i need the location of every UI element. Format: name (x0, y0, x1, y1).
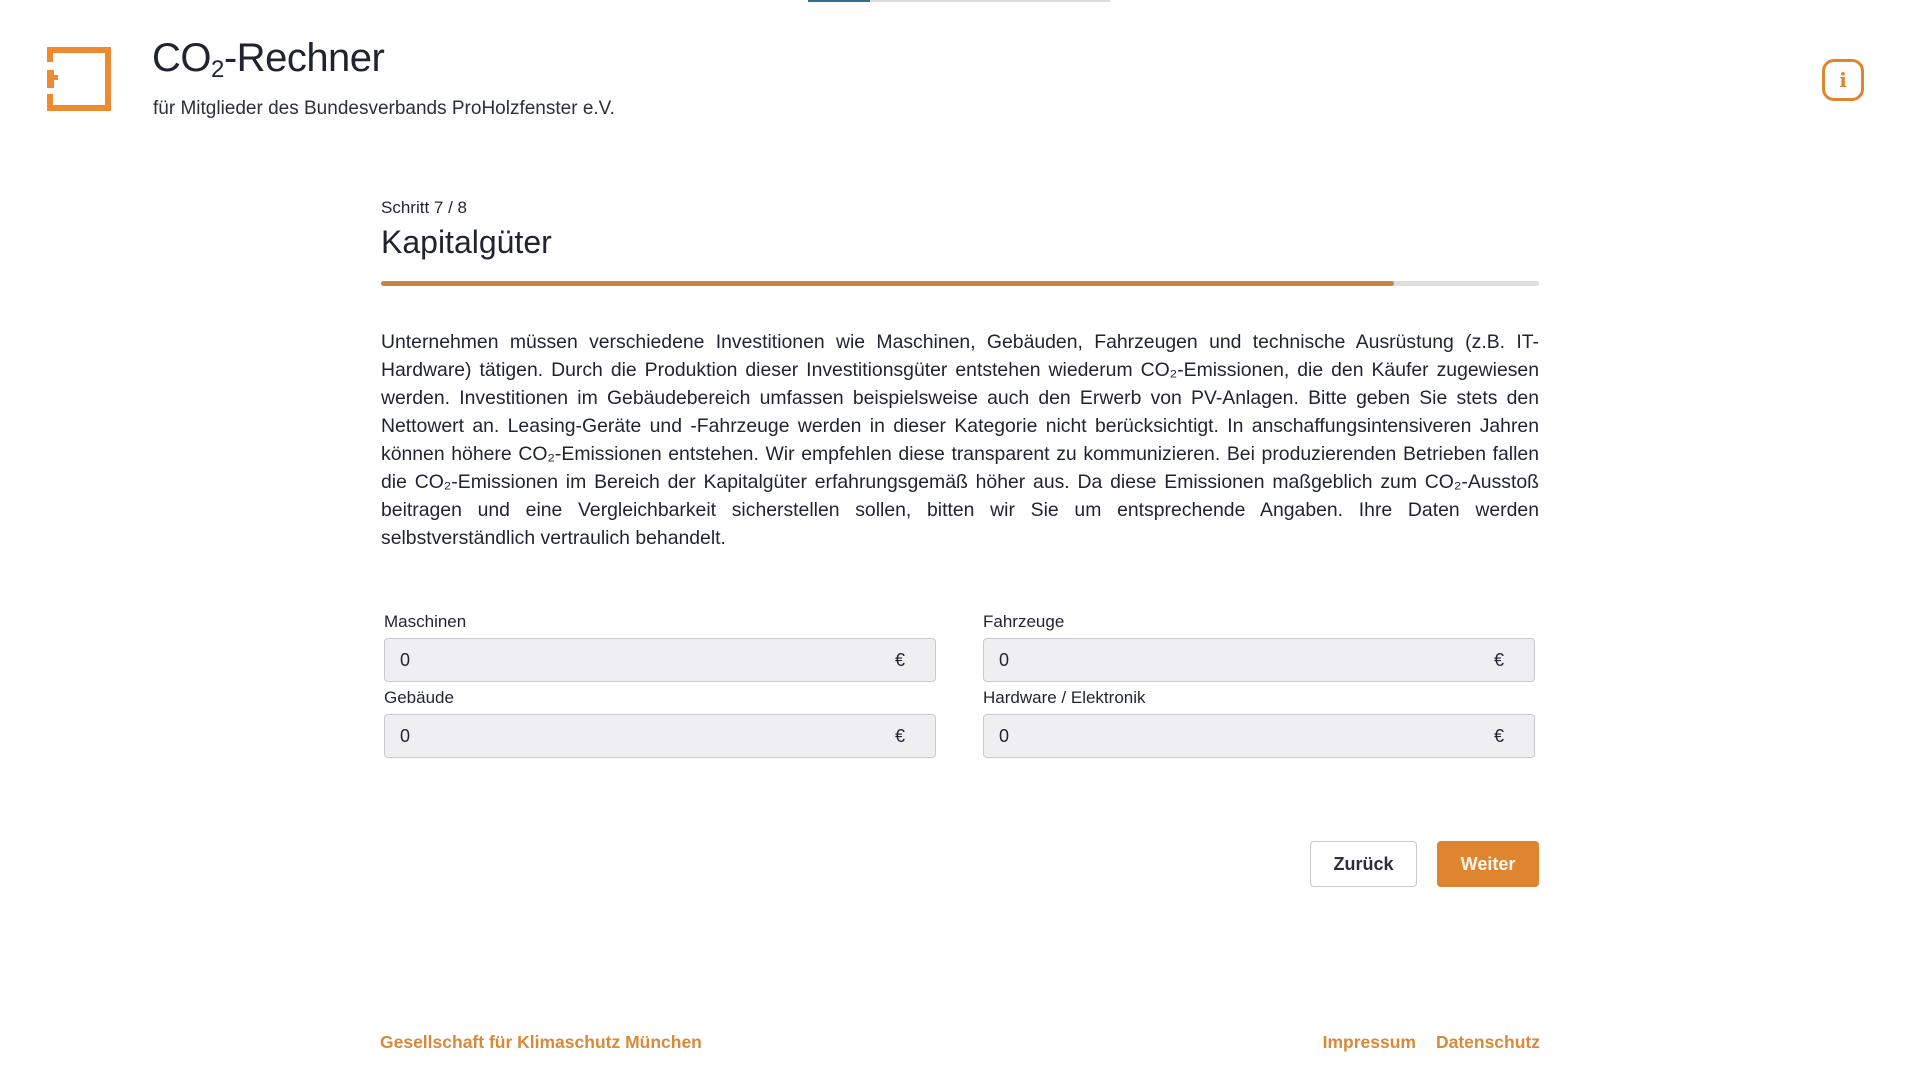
impressum-link[interactable]: Impressum (1322, 1032, 1416, 1052)
input-wrapper-gebaeude (384, 714, 936, 758)
field-hardware-elektronik (983, 688, 1535, 758)
capital-goods-form (384, 612, 1539, 758)
step-indicator: Schritt 7 / 8 (381, 198, 467, 217)
window-logo-icon (44, 44, 114, 114)
field-maschinen (384, 612, 936, 682)
maschinen-input[interactable] (385, 639, 935, 681)
input-wrapper-fahrzeuge (983, 638, 1535, 682)
input-wrapper-hardware-elektronik (983, 714, 1535, 758)
field-gebaeude (384, 688, 936, 758)
gebaeude-input[interactable] (385, 715, 935, 757)
app-subtitle: für Mitglieder des Bundesverbands ProHolzfenster e.V. (153, 98, 615, 119)
app-title: $CO_2$-Rechner (152, 36, 385, 83)
page-footer (380, 1032, 1540, 1053)
intro-paragraph: Unternehmen müssen verschiedene Investitionen wie Maschinen, Gebäuden, Fahrzeugen und technische Ausrüstung (z.B. IT-Hardware) tätigen. Durch die Produktion dieser Investitionsgüter entstehen wiederum CO₂-Emissionen, die den Käufer zugewiesen werden. Investitionen im Gebäudebereich umfassen beispielsweise auch den Erwerb von PV-Anlagen. Bitte geben Sie stets den Nettowert an. Leasing-Geräte und -Fahrzeuge werden in dieser Kategorie nicht berücksichtigt. In anschaffungsintensiveren Jahren können höhere CO₂-Emissionen entstehen. Wir empfehlen diese transparent zu kommunizieren. Bei produzierenden Betrieben fallen die CO₂-Emissionen im Bereich der Kapitalgüter erfahrungsgemäß höher aus. Da diese Emissionen maßgeblich zum CO₂-Ausstoß beitragen und eine Vergleichbarkeit sicherstellen sollen, bitten wir Sie um entsprechende Angaben. Ihre Daten werden selbstverständlich vertraulich behandelt. (381, 331, 1539, 549)
progress-bar (381, 281, 1539, 286)
field-label-fahrzeuge: Fahrzeuge (983, 612, 1065, 631)
info-icon: i (1839, 68, 1847, 92)
field-label-maschinen: Maschinen (384, 612, 467, 631)
euro-unit-label: € (894, 726, 905, 746)
euro-unit-label: € (1493, 726, 1504, 746)
back-button[interactable]: Zurück (1310, 841, 1417, 887)
field-fahrzeuge (983, 612, 1535, 682)
euro-unit-label: € (894, 650, 905, 670)
footer-org-link[interactable]: Gesellschaft für Klimaschutz München (380, 1032, 702, 1052)
progress-bar-fill (381, 281, 1394, 286)
field-label-gebaeude: Gebäude (384, 688, 454, 707)
next-button[interactable]: Weiter (1437, 841, 1539, 887)
footer-legal-links (1323, 1032, 1540, 1053)
app-header (0, 0, 1920, 140)
navigation-actions (1310, 841, 1539, 887)
input-wrapper-maschinen (384, 638, 936, 682)
field-label-hardware-elektronik: Hardware / Elektronik (983, 688, 1146, 707)
hardware-elektronik-input[interactable] (984, 715, 1534, 757)
info-button[interactable] (1822, 59, 1864, 101)
fahrzeuge-input[interactable] (984, 639, 1534, 681)
euro-unit-label: € (1493, 650, 1504, 670)
page-title: Kapitalgüter (381, 224, 552, 260)
step-content (381, 198, 1539, 874)
datenschutz-link[interactable]: Datenschutz (1435, 1032, 1540, 1052)
